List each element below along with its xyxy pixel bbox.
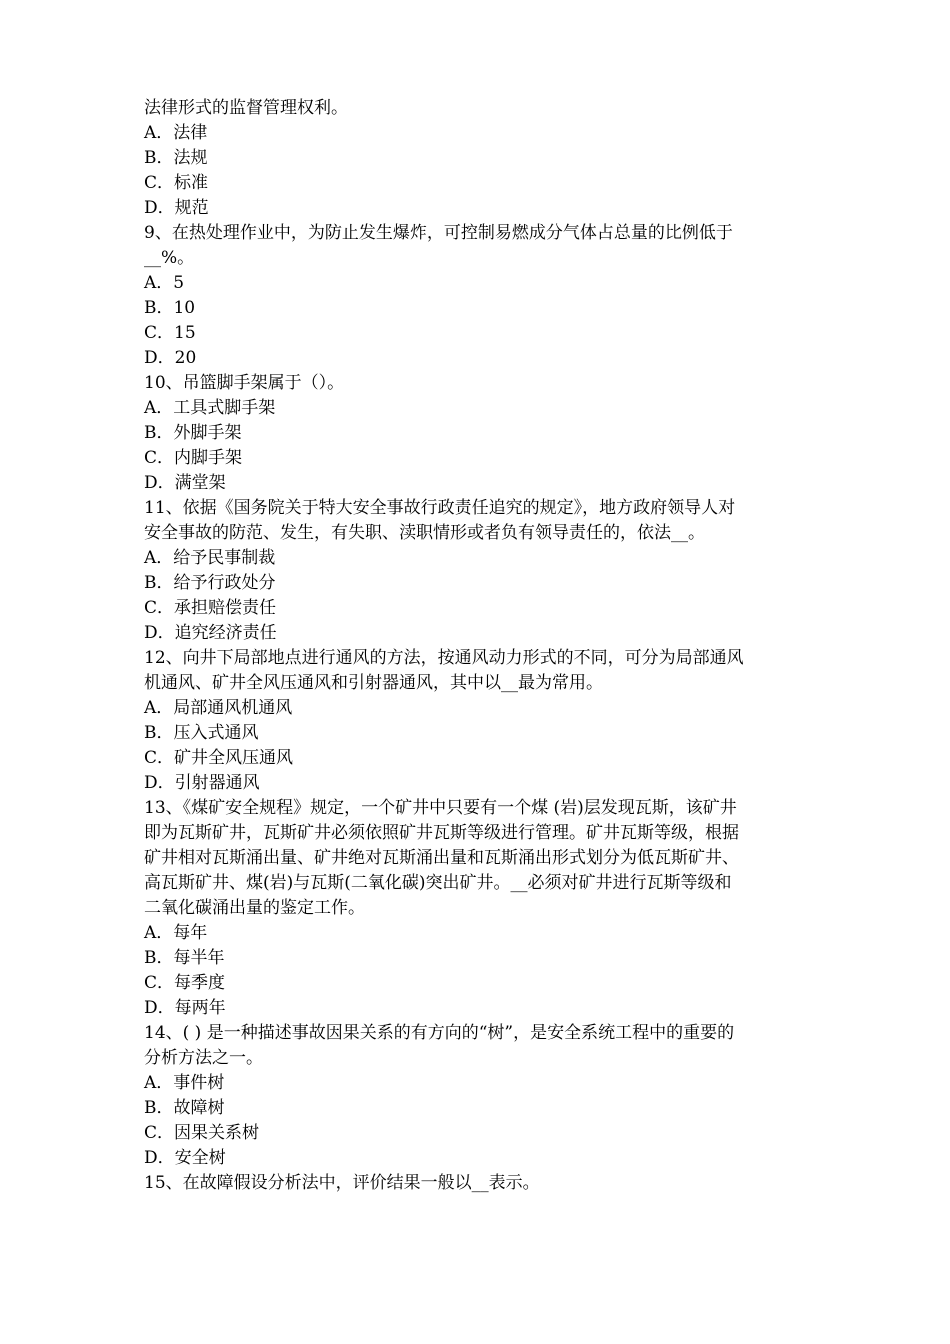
text-line: 即为瓦斯矿井，瓦斯矿井必须依照矿井瓦斯等级进行管理。矿井瓦斯等级，根据 <box>144 823 739 843</box>
text-line: C．每季度 <box>144 973 226 993</box>
text-line: 法律形式的监督管理权利。 <box>144 98 348 118</box>
text-line: 9、在热处理作业中，为防止发生爆炸，可控制易燃成分气体占总量的比例低于 <box>144 223 733 243</box>
text-line: B．10 <box>144 298 196 318</box>
text-line: D．每两年 <box>144 998 226 1018</box>
text-line: 15、在故障假设分析法中，评价结果一般以__表示。 <box>144 1173 540 1193</box>
text-line: A．工具式脚手架 <box>144 398 276 418</box>
text-line: A．法律 <box>144 123 208 143</box>
text-line: 矿井相对瓦斯涌出量、矿井绝对瓦斯涌出量和瓦斯涌出形式划分为低瓦斯矿井、 <box>144 848 739 868</box>
text-line: D．满堂架 <box>144 473 226 493</box>
text-line: C．15 <box>144 323 196 343</box>
text-line: A．5 <box>144 273 185 293</box>
text-line: C．承担赔偿责任 <box>144 598 277 618</box>
text-line: 13、《煤矿安全规程》规定，一个矿井中只要有一个煤 (岩)层发现瓦斯，该矿井 <box>144 798 737 818</box>
text-line: 分析方法之一。 <box>144 1048 263 1068</box>
text-line: B．每半年 <box>144 948 225 968</box>
text-line: D．引射器通风 <box>144 773 260 793</box>
text-line: D．追究经济责任 <box>144 623 277 643</box>
text-line: B．压入式通风 <box>144 723 259 743</box>
document-page <box>144 96 812 1196</box>
text-line: 12、向井下局部地点进行通风的方法，按通风动力形式的不同，可分为局部通风 <box>144 648 744 668</box>
text-line: A．给予民事制裁 <box>144 548 276 568</box>
text-line: B．法规 <box>144 148 208 168</box>
text-line: B．给予行政处分 <box>144 573 276 593</box>
text-line: 高瓦斯矿井、煤(岩)与瓦斯(二氧化碳)突出矿井。__必须对矿井进行瓦斯等级和 <box>144 873 732 893</box>
text-line: C．矿井全风压通风 <box>144 748 294 768</box>
text-line: 14、( ) 是一种描述事故因果关系的有方向的“树”，是安全系统工程中的重要的 <box>144 1023 735 1043</box>
text-line: 机通风、矿井全风压通风和引射器通风，其中以__最为常用。 <box>144 673 603 693</box>
text-line: 安全事故的防范、发生，有失职、渎职情形或者负有领导责任的，依法__。 <box>144 523 705 543</box>
text-line: 11、依据《国务院关于特大安全事故行政责任追究的规定》，地方政府领导人对 <box>144 498 736 518</box>
text-line: C．内脚手架 <box>144 448 243 468</box>
text-line: C．因果关系树 <box>144 1123 260 1143</box>
text-line: __%。 <box>144 248 195 268</box>
text-line: B．外脚手架 <box>144 423 242 443</box>
text-line: A．局部通风机通风 <box>144 698 293 718</box>
text-line: B．故障树 <box>144 1098 225 1118</box>
text-line: D．20 <box>144 348 197 368</box>
text-line: C．标准 <box>144 173 209 193</box>
text-line: 10、吊篮脚手架属于（）。 <box>144 373 345 393</box>
text-line: D．安全树 <box>144 1148 226 1168</box>
text-line: A．事件树 <box>144 1073 225 1093</box>
text-line: D．规范 <box>144 198 209 218</box>
text-line: 二氧化碳涌出量的鉴定工作。 <box>144 898 365 918</box>
text-line: A．每年 <box>144 923 208 943</box>
